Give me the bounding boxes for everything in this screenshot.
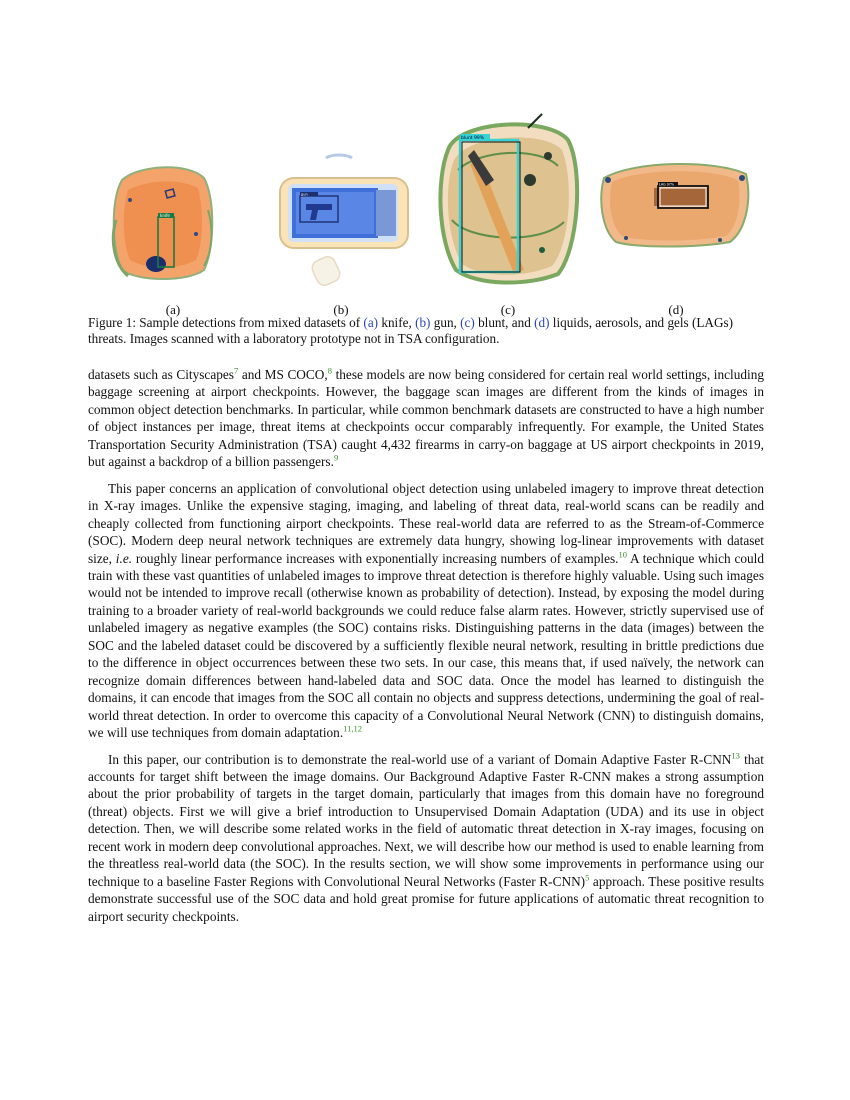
caption-ref-c[interactable]: (c) bbox=[460, 315, 475, 330]
paragraph-text: datasets such as Cityscapes bbox=[88, 367, 234, 382]
svg-text:LAG 97%: LAG 97% bbox=[659, 182, 675, 187]
xray-image-gun bbox=[266, 150, 416, 290]
paragraph-1 bbox=[88, 366, 764, 471]
body-text bbox=[88, 366, 764, 934]
citation-link[interactable]: 8 bbox=[327, 365, 332, 376]
citation-link[interactable]: 11,12 bbox=[343, 723, 362, 734]
citation-link[interactable]: 13 bbox=[731, 750, 740, 761]
citation-link[interactable]: 7 bbox=[233, 365, 239, 376]
caption-ref-b[interactable]: (b) bbox=[415, 315, 431, 330]
paragraph-text: This paper concerns an application of convolutional object detection using unlabeled imagery to improve threat detection in X-ray images. Unlike the expensive staging, imaging, and labeling of threat data, real-world scans can be readily and cheaply collected from functioning airport checkpoints. These real-world data are referred to as the Stream-of-Commerce (SOC). Modern deep neural network techniques are extremely data hungry, showing log-linear improvements with dataset size, bbox=[88, 480, 764, 566]
paragraph-text: A technique which could train with these vast quantities of unlabeled images to improve threat detection is therefore highly valuable. Using such images would not be intended to improve recall (otherwise known as probability of detection). Instead, by exposing the model during training to a broader variety of real-world backgrounds we could reduce false alarm rates. However, strictly supervised use of unlabeled imagery as negative examples (the SOC) contains risks. Distinguishing patterns in the data (images) between the SOC and the labeled dataset could be discovered by a sufficiently flexible neural network, resulting in brittle predictions due to the difference in object occurrences between these two sets. In our case, this means that, if used naïvely, the network can recognize domain differences between hand-labeled data and SOC data. Once the model has learned to distinguish the domains, it can encode that images from the SOC all contain no objects and suppress detections, undermining the goal of real-world threat detection. In order to overcome this capacity of a Convolutional Neural Network (CNN) to distinguish domains, we will use techniques from domain adaptation. bbox=[88, 550, 764, 741]
caption-text: gun, bbox=[430, 315, 461, 330]
figure-panel-a bbox=[108, 160, 218, 285]
xray-image-blunt bbox=[428, 110, 588, 290]
paragraph-3 bbox=[88, 751, 764, 926]
caption-text: liquids, aerosols, and gels (LAGs) threats. Images scanned with a laboratory prototype not in TSA configuration. bbox=[88, 315, 733, 346]
svg-text:gun: gun bbox=[301, 192, 308, 197]
figure-panel-d bbox=[596, 150, 752, 250]
citation-link[interactable]: 5 bbox=[585, 872, 590, 883]
subfigure-label-b: (b) bbox=[333, 302, 349, 317]
paragraph-text: In this paper, our contribution is to demonstrate the real-world use of a variant of Domain Adaptive Faster R-CNN bbox=[108, 751, 732, 767]
paragraph-text: roughly linear performance increases with exponentially increasing numbers of examples. bbox=[132, 550, 619, 566]
caption-text: blunt, and bbox=[474, 315, 535, 330]
xray-image-knife bbox=[108, 160, 218, 285]
paragraph-text: these models are now being considered for certain real world settings, including baggage screening at airport checkpoints. However, the baggage scan images are different from the kinds of images in common object detection benchmarks. In particular, while common benchmark datasets are constructed to have a high number of object instances per image, threat items at checkpoints occur comparably infrequently. For example, the United States Transportation Security Administration (TSA) caught 4,432 firearms in carry-on baggage at US airport checkpoints in 2019, but against a backdrop of a billion passengers. bbox=[88, 367, 764, 470]
caption-ref-d[interactable]: (d) bbox=[534, 315, 550, 330]
subfigure-label-a: (a) bbox=[165, 302, 181, 317]
xray-image-lags bbox=[596, 150, 752, 250]
subfigure-label-c: (c) bbox=[500, 302, 516, 317]
paragraph-text: that accounts for target shift between the image domains. Our Background Adaptive Faster R-CNN makes a strong assumption about the prior probability of targets in the target domain, particularly that images from this domain have no foreground (threat) objects. First we will give a brief introduction to Unsupervised Domain Adaptation (UDA) and its use in object detection. Then, we will describe some related works in the field of automatic threat detection in X-ray images, focusing on recent work in modern deep convolutional approaches. Next, we will describe how our method is used to enable learning from the threatless real-world data (the SOC). In the results section, we will show some improvements in performance using our technique to a baseline Faster Regions with Convolutional Neural Networks (Faster R-CNN) bbox=[88, 751, 765, 889]
citation-link[interactable]: 9 bbox=[333, 452, 339, 463]
paragraph-text: approach. These positive results demonstrate successful use of the SOC data and hold great promise for future applications of automatic threat recognition to airport security checkpoints. bbox=[88, 873, 764, 924]
paragraph-italic: i.e. bbox=[115, 550, 133, 566]
caption-text: Figure 1: Sample detections from mixed datasets of bbox=[88, 315, 364, 330]
paragraph-2 bbox=[88, 480, 764, 742]
figure-panel-c bbox=[428, 110, 588, 290]
figure-caption bbox=[88, 315, 764, 347]
caption-text: knife, bbox=[378, 315, 416, 330]
paragraph-text: and MS COCO, bbox=[238, 367, 328, 382]
svg-text:blunt 99%: blunt 99% bbox=[461, 136, 485, 141]
caption-ref-a[interactable]: (a) bbox=[363, 315, 379, 330]
svg-text:knife: knife bbox=[160, 213, 170, 218]
citation-link[interactable]: 10 bbox=[618, 549, 627, 560]
subfigure-label-d: (d) bbox=[668, 302, 684, 317]
figure-panel-b bbox=[266, 150, 416, 290]
